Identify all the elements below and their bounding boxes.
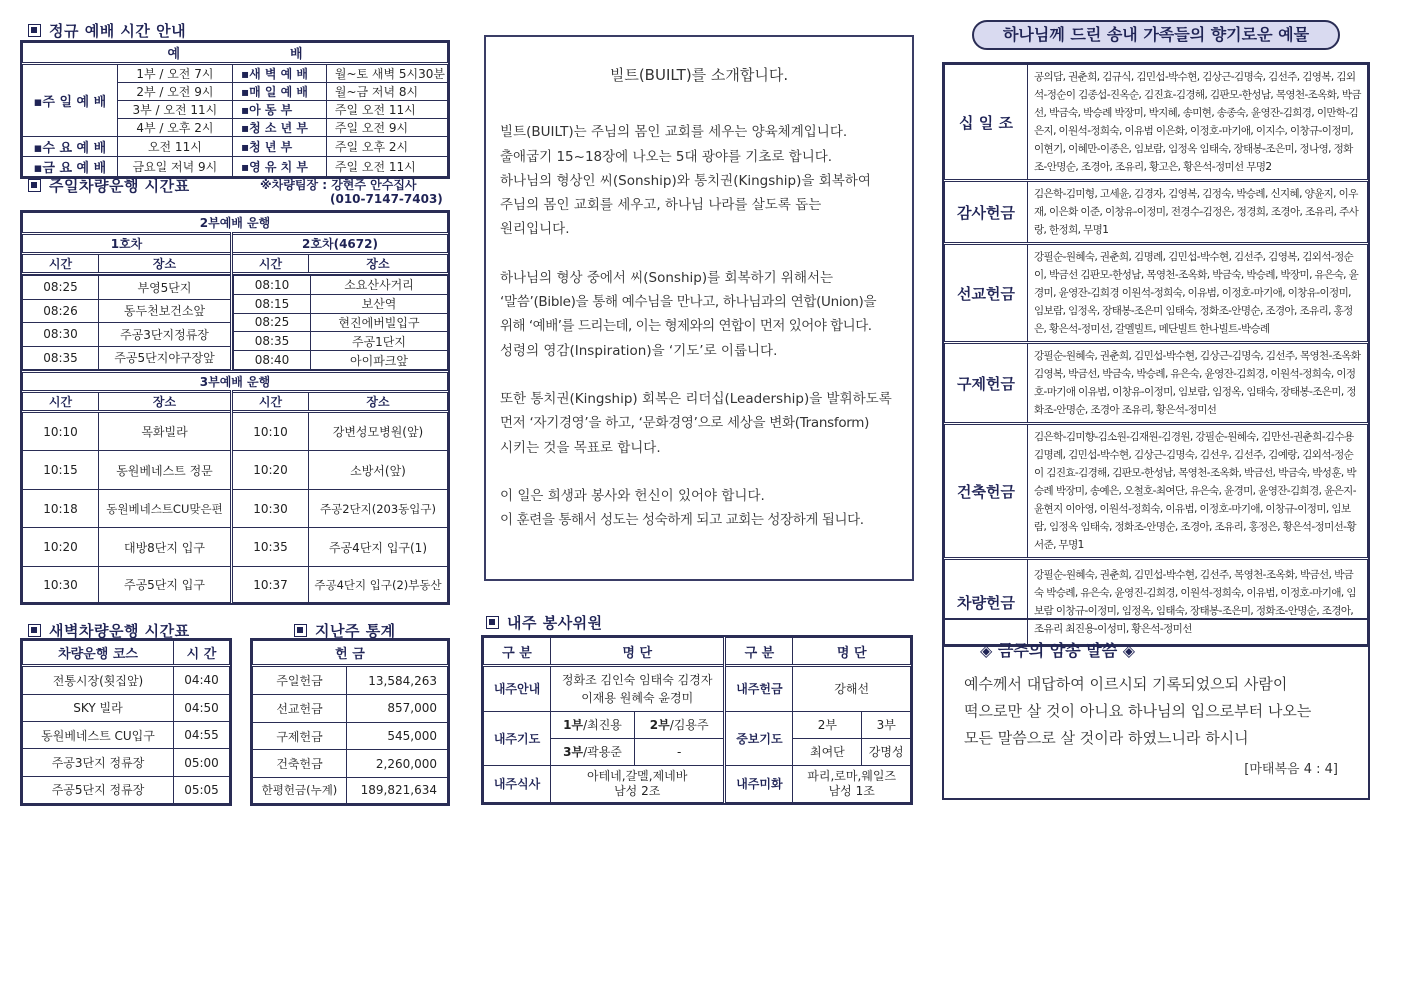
table-row	[23, 776, 230, 803]
beautify-label: 내주미화	[725, 765, 793, 802]
square-bullet-icon	[28, 24, 41, 37]
built-line: 원리입니다.	[500, 221, 570, 238]
service2-title: 2부예배 운행	[23, 213, 448, 234]
preschool-time: 주일 오전 11시	[326, 157, 447, 177]
table-row	[23, 276, 232, 300]
intercession-person-2: 강명성	[862, 738, 911, 765]
time: 10:30	[23, 567, 99, 603]
square-bullet-icon	[28, 179, 41, 192]
table-row	[253, 777, 448, 803]
intercession-person-1: 최여단	[793, 738, 862, 765]
car1-table	[22, 275, 233, 370]
car2-time: 08:35	[234, 332, 311, 351]
time: 10:20	[23, 528, 99, 567]
col-place: 장소	[309, 254, 448, 274]
offering-label: 내주헌금	[725, 666, 793, 712]
place: 강변성모병원(앞)	[309, 412, 448, 451]
prayer-service-1	[551, 711, 635, 738]
table-row	[23, 567, 448, 603]
table-row	[253, 750, 448, 778]
sunday-vehicle-heading	[28, 175, 190, 196]
beautify-names	[793, 765, 911, 802]
beautify-line1: 파리,로마,웨일즈	[807, 768, 897, 783]
time: 10:15	[23, 451, 99, 490]
category-label: 선교헌금	[945, 244, 1028, 343]
built-line: 성령의 영감(Inspiration)을 ‘기도’로 이룹니다.	[500, 342, 778, 359]
course: 주공3단지 정류장	[23, 749, 174, 776]
built-line: 위해 ‘예배’를 드리는데, 이는 형제와의 연합이 먼저 있어야 합니다.	[500, 318, 872, 335]
place: 동원베네스트 정문	[99, 451, 232, 490]
category-names: 강필순-원혜숙, 권춘희, 김민섭-박수현, 김선주, 목영천-조옥화, 박금선, 박금숙 박승례, 유은숙, 윤영진-김희경, 이원석-정희숙, 이유범, 이정호-마기애, 임보람 이창규-이정미, 임정옥, 임태숙, 장태봉-조은미, 정화조-안명순, 조경아, 조유리 최진용-이성미, 황은석-정미선	[1028, 559, 1368, 645]
service-no: 2부	[649, 718, 670, 733]
car2-time: 08:10	[234, 276, 311, 295]
stat-amount: 545,000	[347, 722, 448, 750]
category-label: 차량헌금	[945, 559, 1028, 645]
intercession-service-2: 2부	[793, 711, 862, 738]
worship-header	[23, 43, 448, 64]
table-row	[23, 323, 232, 347]
header-left: 예	[167, 47, 180, 62]
col-time: 시간	[232, 254, 309, 274]
car2-title: 2호차(4672)	[232, 234, 448, 254]
meal-line1: 아테네,갈멜,제네바	[587, 768, 688, 783]
beautify-line2: 남성 1조	[828, 783, 875, 798]
stat-amount: 13,584,263	[347, 666, 448, 695]
col-place: 장소	[99, 392, 232, 412]
person: /곽용준	[583, 745, 622, 760]
car1-time: 08:35	[23, 346, 99, 370]
meal-names	[551, 765, 725, 802]
intercession-label: 중보기도	[725, 711, 793, 765]
sunday-vehicle-title: 주일차량운행 시간표	[49, 177, 190, 195]
table-row	[23, 299, 232, 323]
built-spacer	[500, 363, 898, 387]
built-line: 이 일은 희생과 봉사와 헌신이 있어야 합니다.	[500, 487, 765, 504]
built-line: 이 훈련을 통해서 성도는 성숙하게 되고 교회는 성장하게 됩니다.	[500, 512, 864, 529]
young-adult-time: 주일 오후 2시	[326, 137, 447, 157]
car2-place: 현진에버빌입구	[311, 313, 448, 332]
place: 주공2단지(203동입구)	[309, 490, 448, 528]
built-line: ‘말씀’(Bible)을 통해 예수님을 만나고, 하나님과의 연합(Union)을	[500, 294, 877, 311]
worship-schedule-heading	[28, 20, 186, 41]
category-label: 십 일 조	[945, 65, 1028, 181]
built-spacer	[500, 460, 898, 484]
time: 10:35	[232, 528, 309, 567]
memory-verse-text	[964, 671, 1348, 752]
stat-amount: 857,000	[347, 695, 448, 723]
header-right: 배	[290, 47, 303, 62]
offering-row-building	[945, 424, 1368, 559]
guide-names-line1: 정화조 김인숙 임태숙 김경자	[561, 672, 713, 687]
course: SKY 빌라	[23, 694, 174, 721]
guide-label: 내주안내	[484, 666, 551, 712]
meal-label: 내주식사	[484, 765, 551, 802]
wednesday-worship-label: ▪수 요 예 배	[23, 137, 118, 157]
car2-table	[233, 275, 448, 370]
last-week-stats-title: 지난주 통계	[315, 622, 396, 640]
stat-label: 선교헌금	[253, 695, 347, 723]
stat-amount: 2,260,000	[347, 750, 448, 778]
sunday-service-2: 2부 / 오전 9시	[117, 83, 232, 101]
built-spacer	[500, 242, 898, 266]
col-category: 구 분	[484, 638, 551, 666]
stat-label: 건축헌금	[253, 750, 347, 778]
verse-line: 모든 말씀으로 살 것이라 하였느니라 하시니	[964, 729, 1249, 747]
stat-amount: 189,821,634	[347, 777, 448, 803]
offering-row-tithe	[945, 65, 1368, 181]
dawn-vehicle-title: 새벽차량운행 시간표	[49, 622, 190, 640]
guide-names	[551, 666, 725, 712]
category-label: 건축헌금	[945, 424, 1028, 559]
volunteers-heading	[486, 612, 603, 633]
place: 목화빌라	[99, 412, 232, 451]
sunday-service-4: 4부 / 오후 2시	[117, 119, 232, 137]
preschool-label: ▪영 유 치 부	[232, 157, 326, 177]
category-names: 공의담, 권춘희, 김규식, 김민섭-박수현, 김상근-김명숙, 김선주, 김영복, 김외석-정순이 김종섭-진옥순, 김진효-김경해, 김판모-한성남, 목영천-조옥화, 박금선, 박금숙, 박승례 박장미, 박지혜, 송미현, 송종숙, 윤영잔-김희경, 이만학-김은지, 이원석-정희숙, 이유범 이은화, 이정호-마기애, 이지수, 이창규-이정미, 이현기, 이혜만-이종은, 임보람, 임정옥 임태숙, 장태봉-조은미, 정나영, 정화조-안명순, 조경아, 조유리, 황고은, 황은석-정미선 무명2	[1028, 65, 1368, 181]
car2-place: 보산역	[311, 294, 448, 313]
col-place: 장소	[99, 254, 232, 274]
prayer-service-2	[635, 711, 725, 738]
vehicle-team-leader-note: ※차량팀장 : 강현주 안수집사	[260, 178, 417, 192]
course: 동원베네스트 CU입구	[23, 722, 174, 749]
course: 주공5단지 정류장	[23, 776, 174, 803]
table-row	[23, 490, 448, 528]
car1-time: 08:25	[23, 276, 99, 300]
vehicle-team-phone: (010-7147-7403)	[330, 192, 443, 206]
category-label: 감사헌금	[945, 181, 1028, 244]
table-row	[23, 722, 230, 749]
car1-place: 부영5단지	[99, 276, 232, 300]
friday-worship-time: 금요일 저녁 9시	[117, 157, 232, 177]
children-dept-label: ▪아 동 부	[232, 101, 326, 119]
time: 10:30	[232, 490, 309, 528]
dawn-worship-label: ▪새 벽 예 배	[232, 64, 326, 83]
col-time: 시간	[23, 392, 99, 412]
category-names: 김은학-김미향-김소원-김재원-김경원, 강필순-원혜숙, 김만선-권춘희-김수용 김명례, 김민섭-박수현, 김상근-김명숙, 김선우, 김선주, 김예랑, 김외석-정순이 김진효-김경해, 김판모-한성남, 목영천-조옥화, 박금선, 박금숙, 박성훈, 박승례 박장미, 송예은, 오철호-최여단, 유은숙, 윤경미, 윤영잔-김희경, 윤은지-윤현지 이아영, 이원석-정희숙, 이유범, 이정호-마기애, 이창규-이정미, 임보람, 임정옥 임태숙, 정화조-안명순, 조경아, 조유리, 홍정은, 황은석-정미선-황서준, 무명1	[1028, 424, 1368, 559]
time: 10:10	[23, 412, 99, 451]
worship-schedule-table	[20, 40, 450, 179]
car2-place: 소요산사거리	[311, 276, 448, 295]
time: 10:20	[232, 451, 309, 490]
time: 05:00	[174, 749, 230, 776]
offering-row-mission	[945, 244, 1368, 343]
memory-verse-box	[942, 618, 1370, 800]
time: 04:40	[174, 666, 230, 695]
car2-place: 주공1단지	[311, 332, 448, 351]
volunteers-table	[481, 635, 913, 805]
last-week-stats-table	[250, 638, 450, 806]
service-no: 3부	[563, 745, 584, 760]
table-row	[23, 666, 230, 695]
car2-time: 08:25	[234, 313, 311, 332]
square-bullet-icon	[28, 624, 41, 637]
verse-line: 예수께서 대답하여 이르시되 기록되었으되 사람이	[964, 675, 1288, 693]
course: 전통시장(횟집앞)	[23, 666, 174, 695]
guide-names-line2: 이재용 원혜숙 윤경미	[581, 690, 694, 705]
offering-row-relief	[945, 343, 1368, 424]
place: 주공4단지 입구(1)	[309, 528, 448, 567]
prayer-label: 내주기도	[484, 711, 551, 765]
table-row	[234, 276, 448, 295]
verse-line: 떡으로만 살 것이 아니요 하나님의 입으로부터 나오는	[964, 702, 1312, 720]
time: 04:50	[174, 694, 230, 721]
offering-name: 강해선	[793, 666, 911, 712]
built-line: 하나님의 형상인 씨(Sonship)와 통치권(Kingship)을 회복하여	[500, 172, 871, 189]
sunday-service-3: 3부 / 오전 11시	[117, 101, 232, 119]
meal-line2: 남성 2조	[614, 783, 661, 798]
daily-worship-time: 월~금 저녁 8시	[326, 83, 447, 101]
place: 주공5단지 입구	[99, 567, 232, 603]
table-row	[234, 332, 448, 351]
volunteers-title: 내주 봉사위원	[507, 614, 603, 632]
youth-dept-label: ▪청 소 년 부	[232, 119, 326, 137]
place: 소방서(앞)	[309, 451, 448, 490]
car1-time: 08:30	[23, 323, 99, 347]
sunday-service-1: 1부 / 오전 7시	[117, 64, 232, 83]
service3-title: 3부예배 운행	[23, 372, 448, 392]
table-row	[23, 346, 232, 370]
table-row	[23, 694, 230, 721]
friday-worship-label: ▪금 요 예 배	[23, 157, 118, 177]
young-adult-label: ▪청 년 부	[232, 137, 326, 157]
memory-verse-title: ◈ 금주의 암송 말씀 ◈	[980, 641, 1136, 660]
person: /최진용	[583, 718, 622, 733]
prayer-empty: -	[635, 738, 725, 765]
col-time: 시간	[23, 254, 99, 274]
time: 10:37	[232, 567, 309, 603]
table-row	[234, 351, 448, 370]
table-row	[253, 722, 448, 750]
category-names: 김은학-김미형, 고세윤, 김경자, 김영복, 김정숙, 박승례, 신지혜, 양윤지, 이우재, 이은화 이준, 이창유-이정미, 전경수-김정은, 정경희, 조경아, 조유리, 주사랑, 한정희, 무명1	[1028, 181, 1368, 244]
built-line: 시키는 것을 목표로 합니다.	[500, 439, 661, 456]
built-line: 또한 통치권(Kingship) 회복은 리더십(Leadership)을 발휘하도록	[500, 390, 892, 407]
category-names: 강필순-원혜숙, 권춘희, 김명례, 김민섭-박수현, 김선주, 김영복, 김외석-정순이, 박금선 김판모-한성남, 목영천-조옥화, 박금숙, 박승례, 박장미, 유은숙, 윤경미, 윤영잔-김희경 이원석-정희숙, 이유범, 이정호-마기애, 이창유-이정미, 임보람, 임정옥, 장태봉-조은미 임태숙, 정화조-안명순, 조경아, 조유리, 홍정은, 황은석-정미선, 갈멜빌트, 메단빌트 한나빌트-박승례	[1028, 244, 1368, 343]
car2-time: 08:40	[234, 351, 311, 370]
table-row	[23, 749, 230, 776]
time: 05:05	[174, 776, 230, 803]
stat-label: 주일헌금	[253, 666, 347, 695]
youth-dept-time: 주일 오전 9시	[326, 119, 447, 137]
col-category: 구 분	[725, 638, 793, 666]
car2-place: 아이파크앞	[311, 351, 448, 370]
car1-place: 동두천보건소앞	[99, 299, 232, 323]
service2-body	[22, 275, 448, 370]
daily-worship-label: ▪매 일 예 배	[232, 83, 326, 101]
offerings-table	[942, 62, 1370, 647]
dawn-worship-time: 월~토 새벽 5시30분	[326, 64, 447, 83]
sunday-vehicle-table	[20, 210, 450, 605]
stat-label: 한평헌금(누계)	[253, 777, 347, 803]
built-line: 빌트(BUILT)는 주님의 몸인 교회를 세우는 양육체계입니다.	[500, 124, 848, 141]
time: 10:18	[23, 490, 99, 528]
car1-title: 1호차	[23, 234, 232, 254]
offering-row-thanks	[945, 181, 1368, 244]
time: 10:10	[232, 412, 309, 451]
children-dept-time: 주일 오전 11시	[326, 101, 447, 119]
table-row	[234, 294, 448, 313]
table-row	[23, 412, 448, 451]
built-intro-title: 빌트(BUILT)를 소개합니다.	[609, 66, 789, 84]
car2-time: 08:15	[234, 294, 311, 313]
table-row	[23, 528, 448, 567]
built-line: 먼저 ‘자기경영’을 하고, ‘문화경영’으로 세상을 변화(Transform)	[500, 415, 870, 432]
category-label: 구제헌금	[945, 343, 1028, 424]
worship-schedule-title: 정규 예배 시간 안내	[49, 22, 187, 40]
car1-place: 주공5단지야구장앞	[99, 346, 232, 370]
sunday-worship-label: ▪주 일 예 배	[23, 64, 118, 137]
square-bullet-icon	[486, 616, 499, 629]
category-names: 강필순-원혜숙, 권춘희, 김민섭-박수현, 김상근-김명숙, 김선주, 목영천-조옥화 김영복, 박금선, 박금숙, 박승례, 유은숙, 윤영잔-김희경, 이원석-정희숙, 이정호-마기애 이유범, 이창유-이정미, 임보람, 임정옥, 임태숙, 장태봉-조은미, 정화조-안명순, 조경아 조유리, 황은석-정미선	[1028, 343, 1368, 424]
table-row	[253, 666, 448, 695]
offerings-title-banner: 하나님께 드린 송내 가족들의 향기로운 예물	[972, 20, 1340, 50]
col-course: 차량운행 코스	[23, 641, 174, 666]
table-row	[253, 695, 448, 723]
service-no: 1부	[563, 718, 584, 733]
table-row	[23, 451, 448, 490]
person: /김용주	[669, 718, 709, 733]
intercession-service-3: 3부	[862, 711, 911, 738]
col-time: 시 간	[174, 641, 230, 666]
prayer-service-3	[551, 738, 635, 765]
place: 동원베네스트CU맞은편	[99, 490, 232, 528]
verse-reference: [마태복음 4 : 4]	[1244, 762, 1338, 777]
built-intro-box	[484, 35, 914, 581]
col-names: 명 단	[793, 638, 911, 666]
car1-time: 08:26	[23, 299, 99, 323]
built-line: 주님의 몸인 교회를 세우고, 하나님 나라를 살도록 돕는	[500, 197, 822, 214]
col-names: 명 단	[551, 638, 725, 666]
place: 주공4단지 입구(2)부동산	[309, 567, 448, 603]
time: 04:55	[174, 722, 230, 749]
built-line: 하나님의 형상 중에서 씨(Sonship)를 회복하기 위해서는	[500, 269, 834, 286]
wednesday-worship-time: 오전 11시	[117, 137, 232, 157]
place: 대방8단지 입구	[99, 528, 232, 567]
col-place: 장소	[309, 392, 448, 412]
stat-label: 구제헌금	[253, 722, 347, 750]
offering-header: 헌 금	[253, 641, 448, 666]
table-row	[234, 313, 448, 332]
dawn-vehicle-table	[20, 638, 232, 806]
built-line: 출애굽기 15~18장에 나오는 5대 광야를 기초로 합니다.	[500, 148, 833, 165]
col-time: 시간	[232, 392, 309, 412]
car1-place: 주공3단지정류장	[99, 323, 232, 347]
square-bullet-icon	[294, 624, 307, 637]
